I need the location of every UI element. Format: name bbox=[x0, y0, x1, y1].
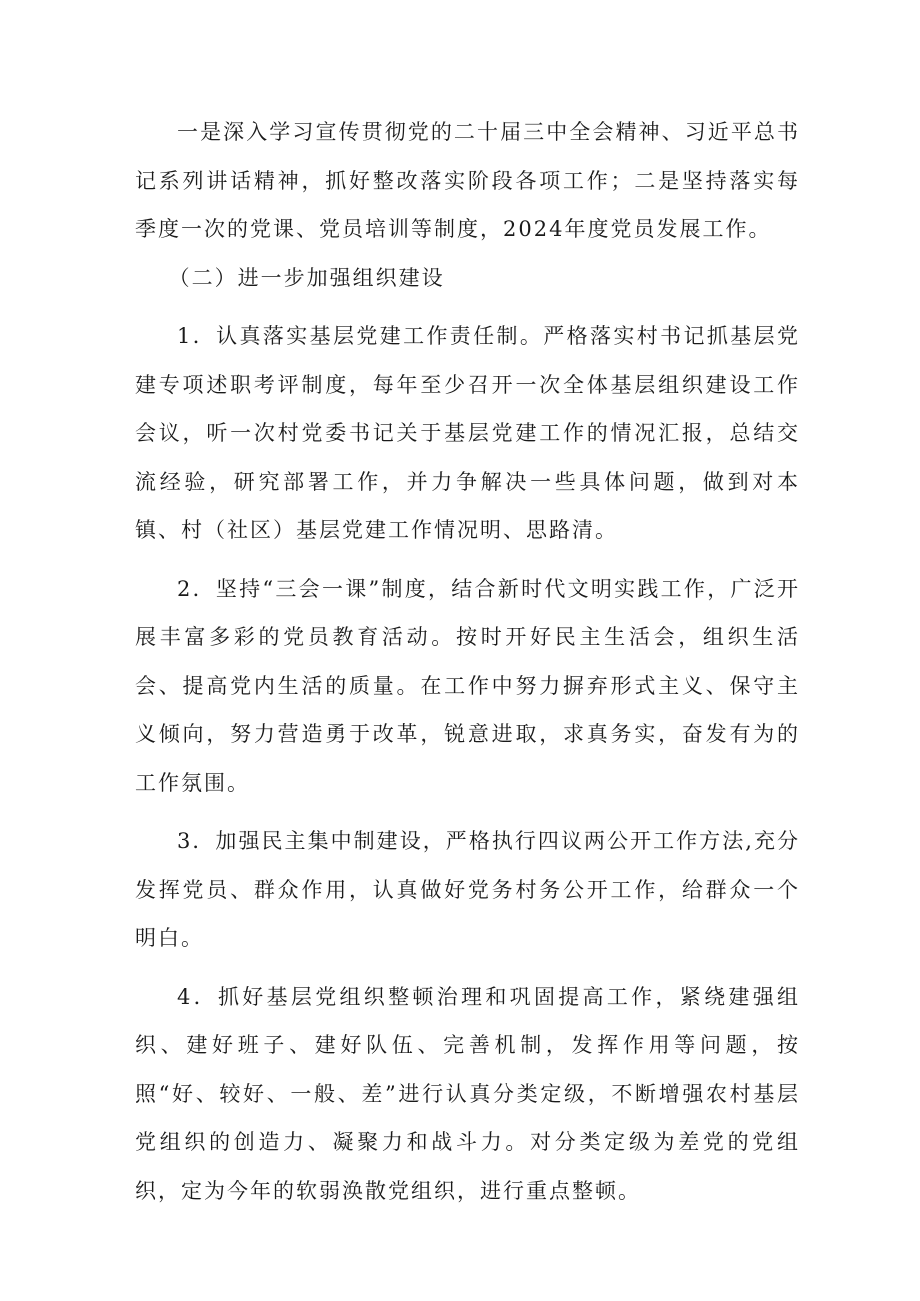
paragraph-item-4: 4．抓好基层党组织整顿治理和巩固提高工作，紧绕建强组织、建好班子、建好队伍、完善机制，发挥作用等问题，按照“好、较好、一般、差”进行认真分类定级，不断增强农村基层党组织的创造力、凝聚力和战斗力。对分类定级为差党的党组织，定为今年的软弱涣散党组织，进行重点整顿。 bbox=[135, 984, 800, 1203]
paragraph-item-1: 1．认真落实基层党建工作责任制。严格落实村书记抓基层党建专项述职考评制度，每年至少召开一次全体基层组织建设工作会议，听一次村党委书记关于基层党建工作的情况汇报，总结交流经验，研究部署工作，并力争解决一些具体问题，做到对本镇、村（社区）基层党建工作情况明、思路清。 bbox=[135, 324, 800, 542]
document-body bbox=[135, 108, 800, 1215]
section-heading-organization: （二）进一步加强组织建设 bbox=[168, 265, 445, 290]
paragraph-item-3: 3．加强民主集中制建设，严格执行四议两公开工作方法,充分发挥党员、群众作用，认真做好党务村务公开工作，给群众一个明白。 bbox=[135, 829, 800, 950]
paragraph-study-work: 一是深入学习宣传贯彻党的二十届三中全会精神、习近平总书记系列讲话精神，抓好整改落实阶段各项工作；二是坚持落实每季度一次的党课、党员培训等制度，2024年度党员发展工作。 bbox=[135, 120, 800, 241]
paragraph-item-2: 2．坚持“三会一课”制度，结合新时代文明实践工作，广泛开展丰富多彩的党员教育活动。按时开好民主生活会，组织生活会、提高党内生活的质量。在工作中努力摒弃形式主义、保守主义倾向，努力营造勇于改革，锐意进取，求真务实，奋发有为的工作氛围。 bbox=[135, 576, 800, 795]
